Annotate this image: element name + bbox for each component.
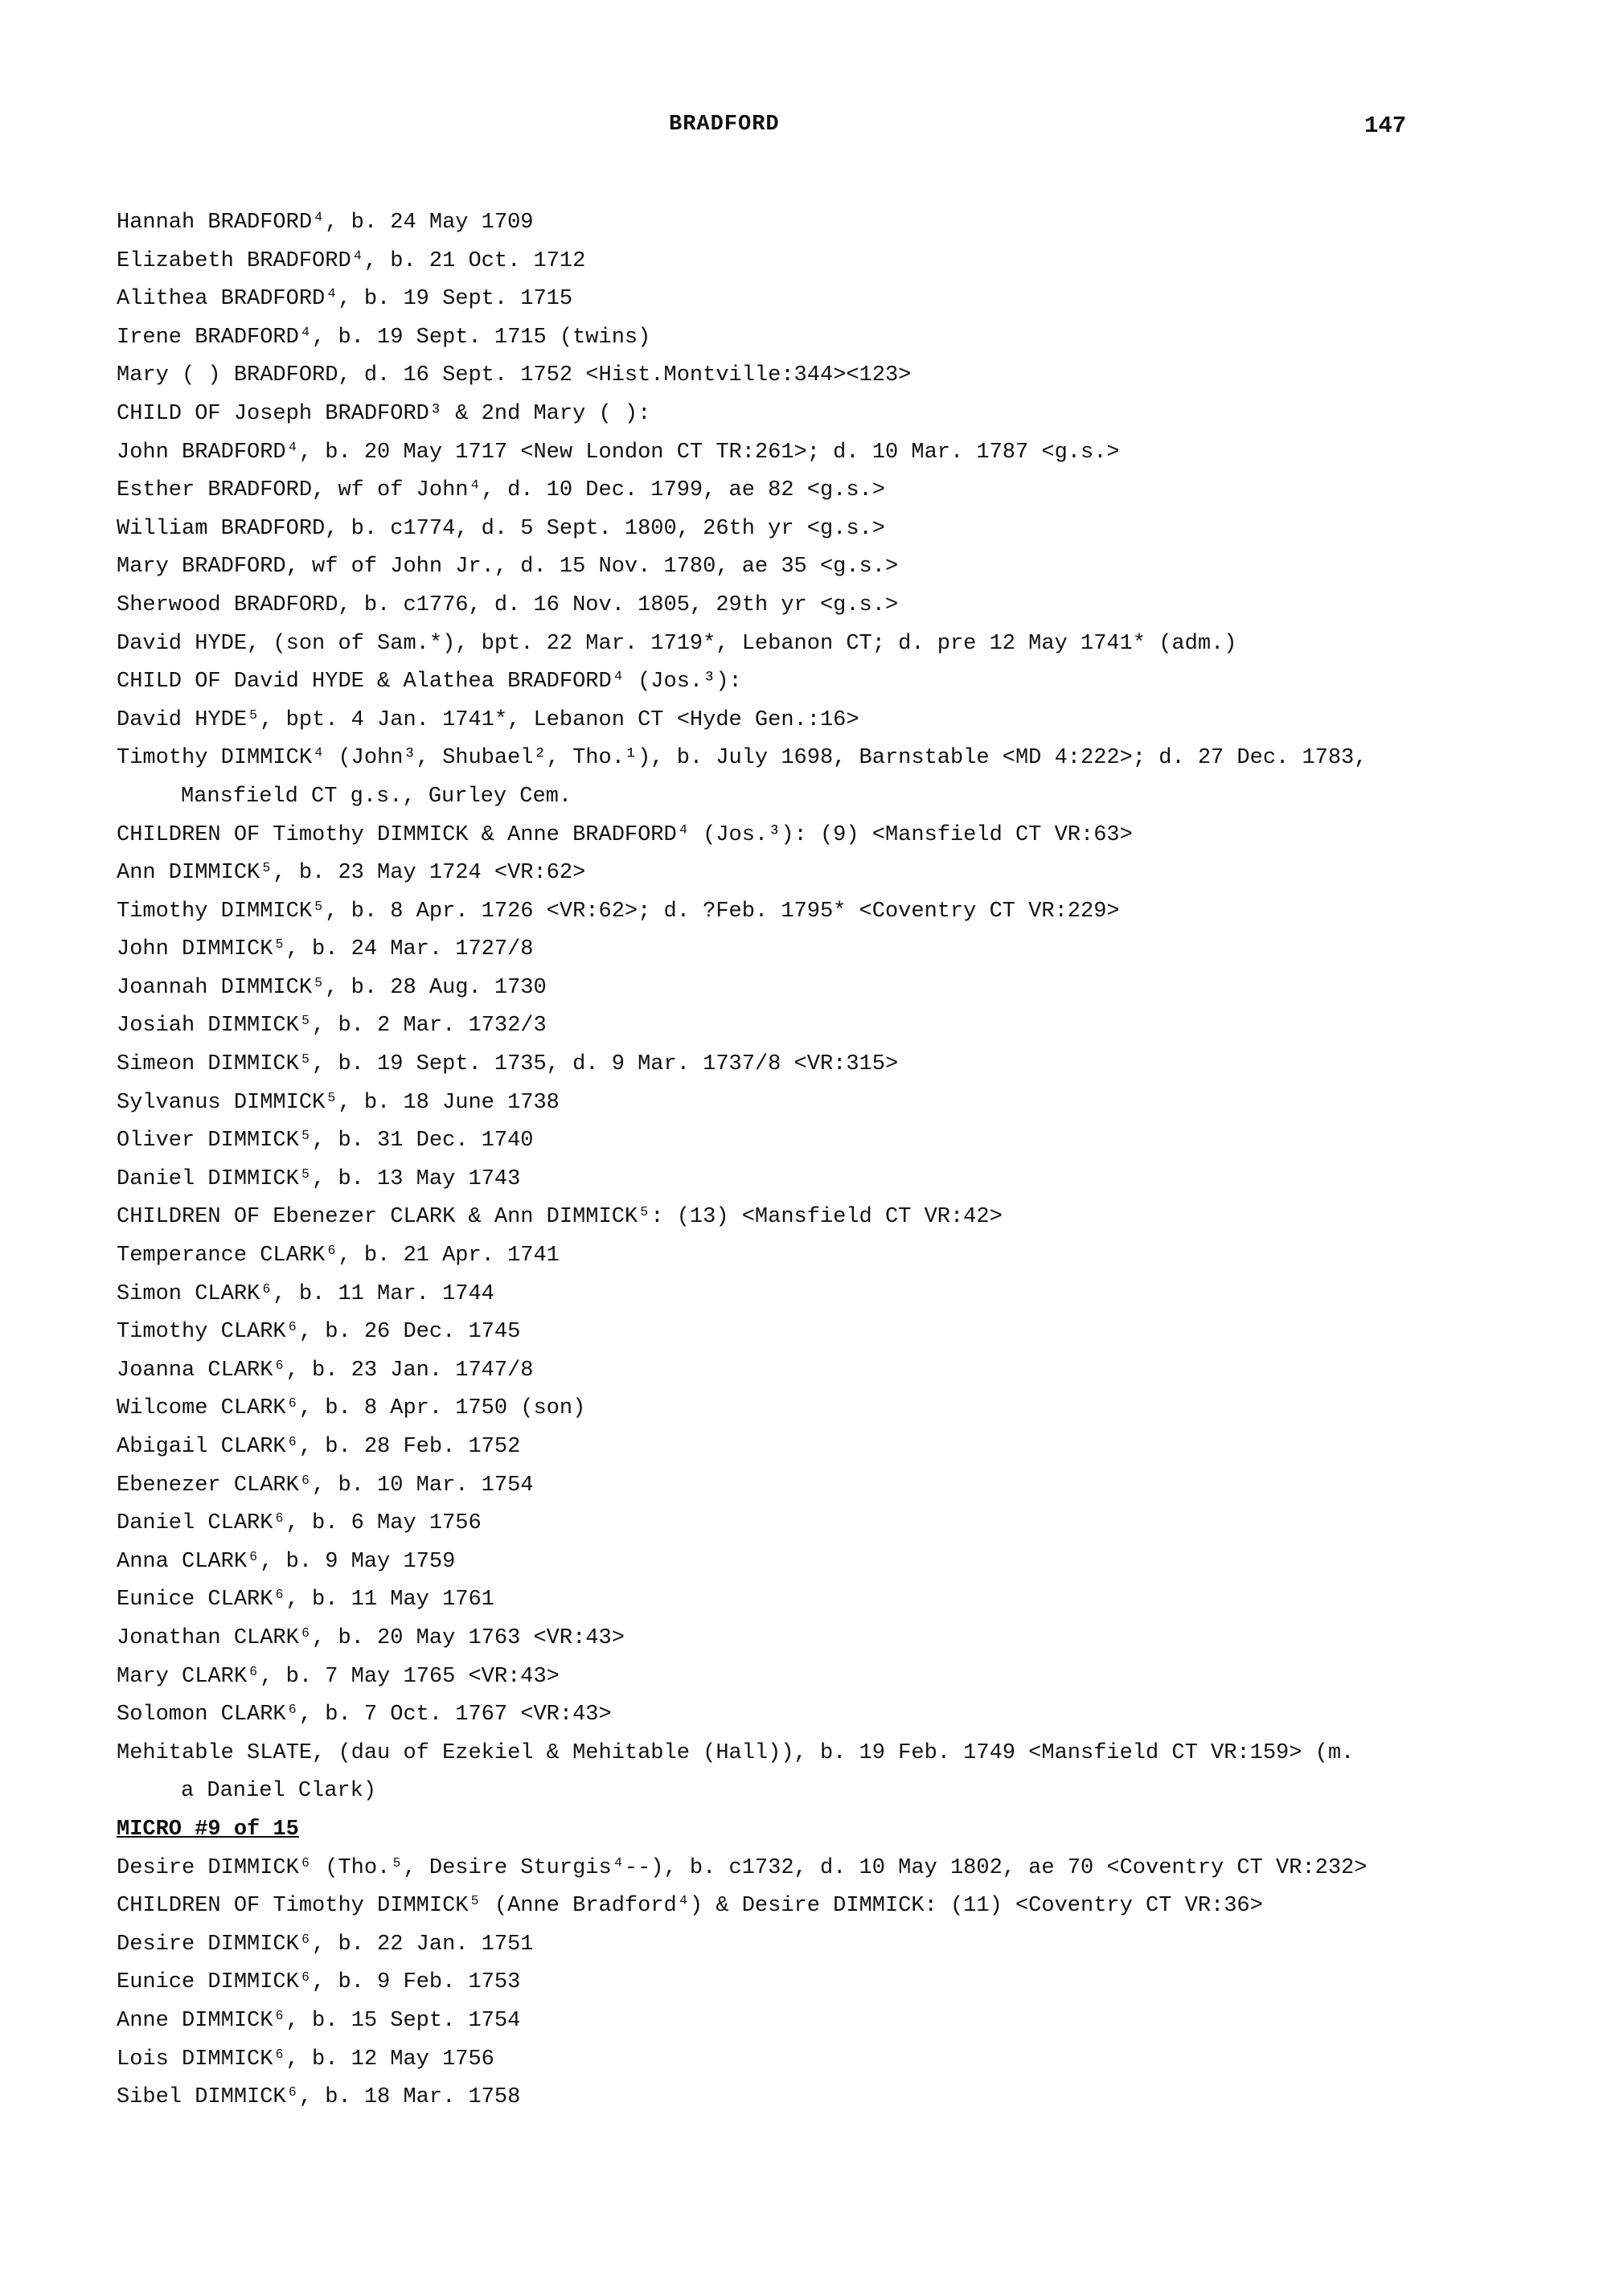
- record-line: Ann DIMMICK⁵, b. 23 May 1724 <VR:62>: [117, 861, 586, 886]
- record-line: Esther BRADFORD, wf of John⁴, d. 10 Dec. 1799, ae 82 <g.s.>: [117, 478, 885, 503]
- record-line: David HYDE⁵, bpt. 4 Jan. 1741*, Lebanon CT <Hyde Gen.:16>: [117, 707, 859, 732]
- record-line: Mary BRADFORD, wf of John Jr., d. 15 Nov. 1780, ae 35 <g.s.>: [117, 555, 899, 580]
- record-line: John BRADFORD⁴, b. 20 May 1717 <New London CT TR:261>; d. 10 Mar. 1787 <g.s.>: [117, 440, 1120, 465]
- record-line: Elizabeth BRADFORD⁴, b. 21 Oct. 1712: [117, 248, 586, 273]
- record-line: Joanna CLARK⁶, b. 23 Jan. 1747/8: [117, 1358, 534, 1383]
- record-line: Lois DIMMICK⁶, b. 12 May 1756: [117, 2047, 494, 2072]
- record-line: Desire DIMMICK⁶, b. 22 Jan. 1751: [117, 1932, 534, 1957]
- record-line: Daniel CLARK⁶, b. 6 May 1756: [117, 1511, 482, 1536]
- record-line: Daniel DIMMICK⁵, b. 13 May 1743: [117, 1166, 521, 1191]
- record-line: Mary CLARK⁶, b. 7 May 1765 <VR:43>: [117, 1664, 560, 1689]
- record-line: Sylvanus DIMMICK⁵, b. 18 June 1738: [117, 1090, 560, 1115]
- section-heading: CHILDREN OF Timothy DIMMICK⁵ (Anne Bradford⁴) & Desire DIMMICK: (11) <Coventry CT VR:36>: [117, 1894, 1263, 1919]
- record-line: William BRADFORD, b. c1774, d. 5 Sept. 1800, 26th yr <g.s.>: [117, 516, 885, 541]
- microfiche-marker: MICRO #9 of 15: [117, 1817, 299, 1842]
- record-line: Wilcome CLARK⁶, b. 8 Apr. 1750 (son): [117, 1396, 586, 1421]
- record-line: Sherwood BRADFORD, b. c1776, d. 16 Nov. 1805, 29th yr <g.s.>: [117, 592, 899, 617]
- genealogy-record-list: [117, 204, 1548, 2117]
- page-header-title: BRADFORD: [669, 113, 780, 137]
- record-line: Eunice CLARK⁶, b. 11 May 1761: [117, 1588, 494, 1613]
- record-line: Jonathan CLARK⁶, b. 20 May 1763 <VR:43>: [117, 1625, 625, 1650]
- record-line: Oliver DIMMICK⁵, b. 31 Dec. 1740: [117, 1129, 534, 1154]
- page-number: 147: [1364, 113, 1407, 139]
- section-heading: CHILDREN OF Ebenezer CLARK & Ann DIMMICK⁵: (13) <Mansfield CT VR:42>: [117, 1205, 1003, 1230]
- record-line: Timothy DIMMICK⁴ (John³, Shubael², Tho.¹), b. July 1698, Barnstable <MD 4:222>; d. 27 Dec. 1783,: [117, 746, 1368, 771]
- record-line: Mehitable SLATE, (dau of Ezekiel & Mehitable (Hall)), b. 19 Feb. 1749 <Mansfield CT VR:159> (m.: [117, 1740, 1355, 1765]
- record-line: Timothy DIMMICK⁵, b. 8 Apr. 1726 <VR:62>; d. ?Feb. 1795* <Coventry CT VR:229>: [117, 899, 1120, 924]
- record-line-continuation: Mansfield CT g.s., Gurley Cem.: [181, 784, 572, 809]
- record-line: Sibel DIMMICK⁶, b. 18 Mar. 1758: [117, 2085, 521, 2110]
- section-heading: CHILD OF Joseph BRADFORD³ & 2nd Mary ( ):: [117, 401, 651, 426]
- section-heading: CHILD OF David HYDE & Alathea BRADFORD⁴ (Jos.³):: [117, 670, 742, 695]
- record-line: John DIMMICK⁵, b. 24 Mar. 1727/8: [117, 937, 534, 962]
- record-line: Hannah BRADFORD⁴, b. 24 May 1709: [117, 211, 534, 235]
- record-line: David HYDE, (son of Sam.*), bpt. 22 Mar. 1719*, Lebanon CT; d. pre 12 May 1741* (adm.): [117, 631, 1237, 656]
- record-line: Simon CLARK⁶, b. 11 Mar. 1744: [117, 1281, 494, 1306]
- section-heading: CHILDREN OF Timothy DIMMICK & Anne BRADFORD⁴ (Jos.³): (9) <Mansfield CT VR:63>: [117, 822, 1133, 847]
- record-line: Mary ( ) BRADFORD, d. 16 Sept. 1752 <Hist.Montville:344><123>: [117, 363, 912, 388]
- record-line-continuation: a Daniel Clark): [181, 1779, 377, 1804]
- record-line: Ebenezer CLARK⁶, b. 10 Mar. 1754: [117, 1473, 534, 1498]
- record-line: Desire DIMMICK⁶ (Tho.⁵, Desire Sturgis⁴--), b. c1732, d. 10 May 1802, ae 70 <Coventry CT VR:232>: [117, 1855, 1368, 1880]
- record-line: Alithea BRADFORD⁴, b. 19 Sept. 1715: [117, 287, 573, 312]
- record-line: Josiah DIMMICK⁵, b. 2 Mar. 1732/3: [117, 1014, 547, 1039]
- record-line: Anne DIMMICK⁶, b. 15 Sept. 1754: [117, 2008, 521, 2033]
- record-line: Abigail CLARK⁶, b. 28 Feb. 1752: [117, 1435, 521, 1459]
- record-line: Anna CLARK⁶, b. 9 May 1759: [117, 1549, 456, 1574]
- record-line: Simeon DIMMICK⁵, b. 19 Sept. 1735, d. 9 Mar. 1737/8 <VR:315>: [117, 1052, 899, 1077]
- record-line: Irene BRADFORD⁴, b. 19 Sept. 1715 (twins): [117, 325, 651, 350]
- record-line: Eunice DIMMICK⁶, b. 9 Feb. 1753: [117, 1970, 521, 1995]
- record-line: Solomon CLARK⁶, b. 7 Oct. 1767 <VR:43>: [117, 1703, 612, 1727]
- record-line: Joannah DIMMICK⁵, b. 28 Aug. 1730: [117, 975, 547, 1000]
- record-line: Timothy CLARK⁶, b. 26 Dec. 1745: [117, 1320, 521, 1345]
- record-line: Temperance CLARK⁶, b. 21 Apr. 1741: [117, 1244, 560, 1268]
